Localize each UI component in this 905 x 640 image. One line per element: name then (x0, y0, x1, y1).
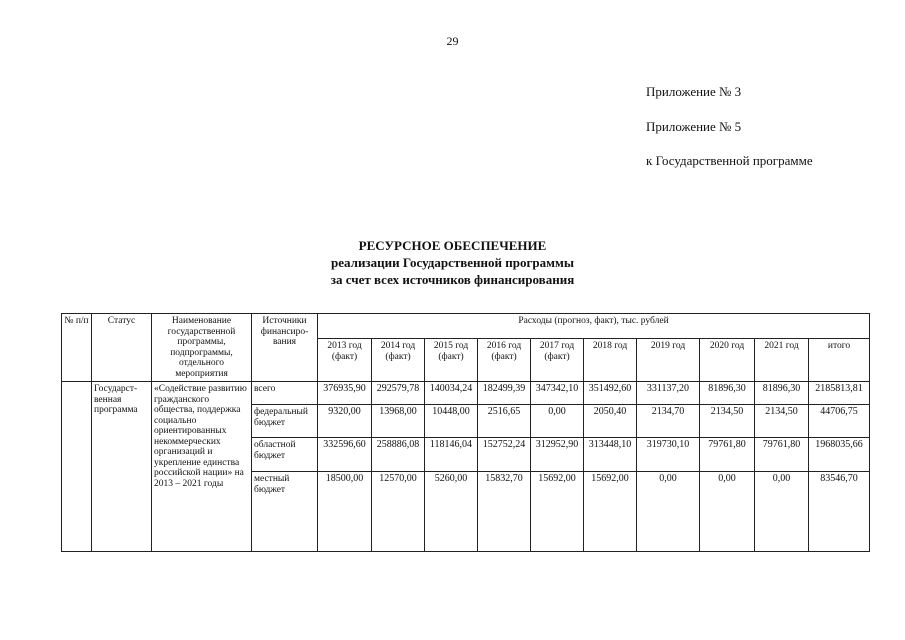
value-cell: 9320,00 (318, 405, 372, 438)
value-cell: 347342,10 (531, 382, 584, 405)
header-sources: Источники финансиро-вания (252, 314, 318, 382)
value-cell: 376935,90 (318, 382, 372, 405)
total-cell: 44706,75 (809, 405, 870, 438)
value-cell: 331137,20 (637, 382, 700, 405)
value-cell: 312952,90 (531, 438, 584, 472)
value-cell: 319730,10 (637, 438, 700, 472)
header-no: № п/п (62, 314, 92, 382)
value-cell: 332596,60 (318, 438, 372, 472)
row-status: Государст-венная программа (92, 382, 152, 552)
value-cell: 152752,24 (478, 438, 531, 472)
value-cell: 15832,70 (478, 472, 531, 552)
header-year: 2021 год (755, 339, 809, 382)
header-status: Статус (92, 314, 152, 382)
table-row (62, 382, 870, 405)
value-cell: 2050,40 (584, 405, 637, 438)
value-cell: 2134,70 (637, 405, 700, 438)
document-title: РЕСУРСНОЕ ОБЕСПЕЧЕНИЕ (358, 238, 547, 253)
header-year: 2019 год (637, 339, 700, 382)
source-label: областной бюджет (252, 438, 318, 472)
source-label: федеральный бюджет (252, 405, 318, 438)
value-cell: 18500,00 (318, 472, 372, 552)
resource-table (61, 313, 870, 552)
value-cell: 258886,08 (372, 438, 425, 472)
value-cell: 351492,60 (584, 382, 637, 405)
value-cell: 79761,80 (755, 438, 809, 472)
header-year: 2014 год (факт) (372, 339, 425, 382)
value-cell: 15692,00 (584, 472, 637, 552)
header-total: итого (809, 339, 870, 382)
row-number (62, 382, 92, 552)
header-expenses: Расходы (прогноз, факт), тыс. рублей (318, 314, 870, 339)
page-number: 29 (446, 34, 459, 48)
source-label: местный бюджет (252, 472, 318, 552)
value-cell: 15692,00 (531, 472, 584, 552)
value-cell: 5260,00 (425, 472, 478, 552)
value-cell: 2134,50 (700, 405, 755, 438)
appendix-line-1: Приложение № 3 (646, 84, 742, 99)
value-cell: 81896,30 (755, 382, 809, 405)
header-year: 2020 год (700, 339, 755, 382)
total-cell: 2185813,81 (809, 382, 870, 405)
header-year: 2017 год (факт) (531, 339, 584, 382)
document-subtitle-1: реализации Государственной программы (331, 255, 574, 270)
value-cell: 182499,39 (478, 382, 531, 405)
value-cell: 140034,24 (425, 382, 478, 405)
header-year: 2016 год (факт) (478, 339, 531, 382)
value-cell: 0,00 (700, 472, 755, 552)
header-year: 2018 год (584, 339, 637, 382)
value-cell: 79761,80 (700, 438, 755, 472)
total-cell: 83546,70 (809, 472, 870, 552)
value-cell: 292579,78 (372, 382, 425, 405)
source-label: всего (252, 382, 318, 405)
value-cell: 118146,04 (425, 438, 478, 472)
header-name: Наименование государственной программы, подпрограммы, отдельного мероприятия (152, 314, 252, 382)
value-cell: 12570,00 (372, 472, 425, 552)
header-year: 2015 год (факт) (425, 339, 478, 382)
value-cell: 10448,00 (425, 405, 478, 438)
appendix-line-3: к Государственной программе (646, 153, 813, 168)
header-year: 2013 год (факт) (318, 339, 372, 382)
value-cell: 0,00 (531, 405, 584, 438)
appendix-line-2: Приложение № 5 (646, 119, 742, 134)
value-cell: 13968,00 (372, 405, 425, 438)
program-name: «Содействие развитию гражданского общества, поддержка социально ориентированных некоммерческих организаций и укрепление единства российской нации» на 2013 – 2021 годы (152, 382, 252, 552)
value-cell: 2516,65 (478, 405, 531, 438)
total-cell: 1968035,66 (809, 438, 870, 472)
document-subtitle-2: за счет всех источников финансирования (330, 272, 575, 287)
value-cell: 313448,10 (584, 438, 637, 472)
value-cell: 0,00 (755, 472, 809, 552)
value-cell: 2134,50 (755, 405, 809, 438)
value-cell: 0,00 (637, 472, 700, 552)
value-cell: 81896,30 (700, 382, 755, 405)
